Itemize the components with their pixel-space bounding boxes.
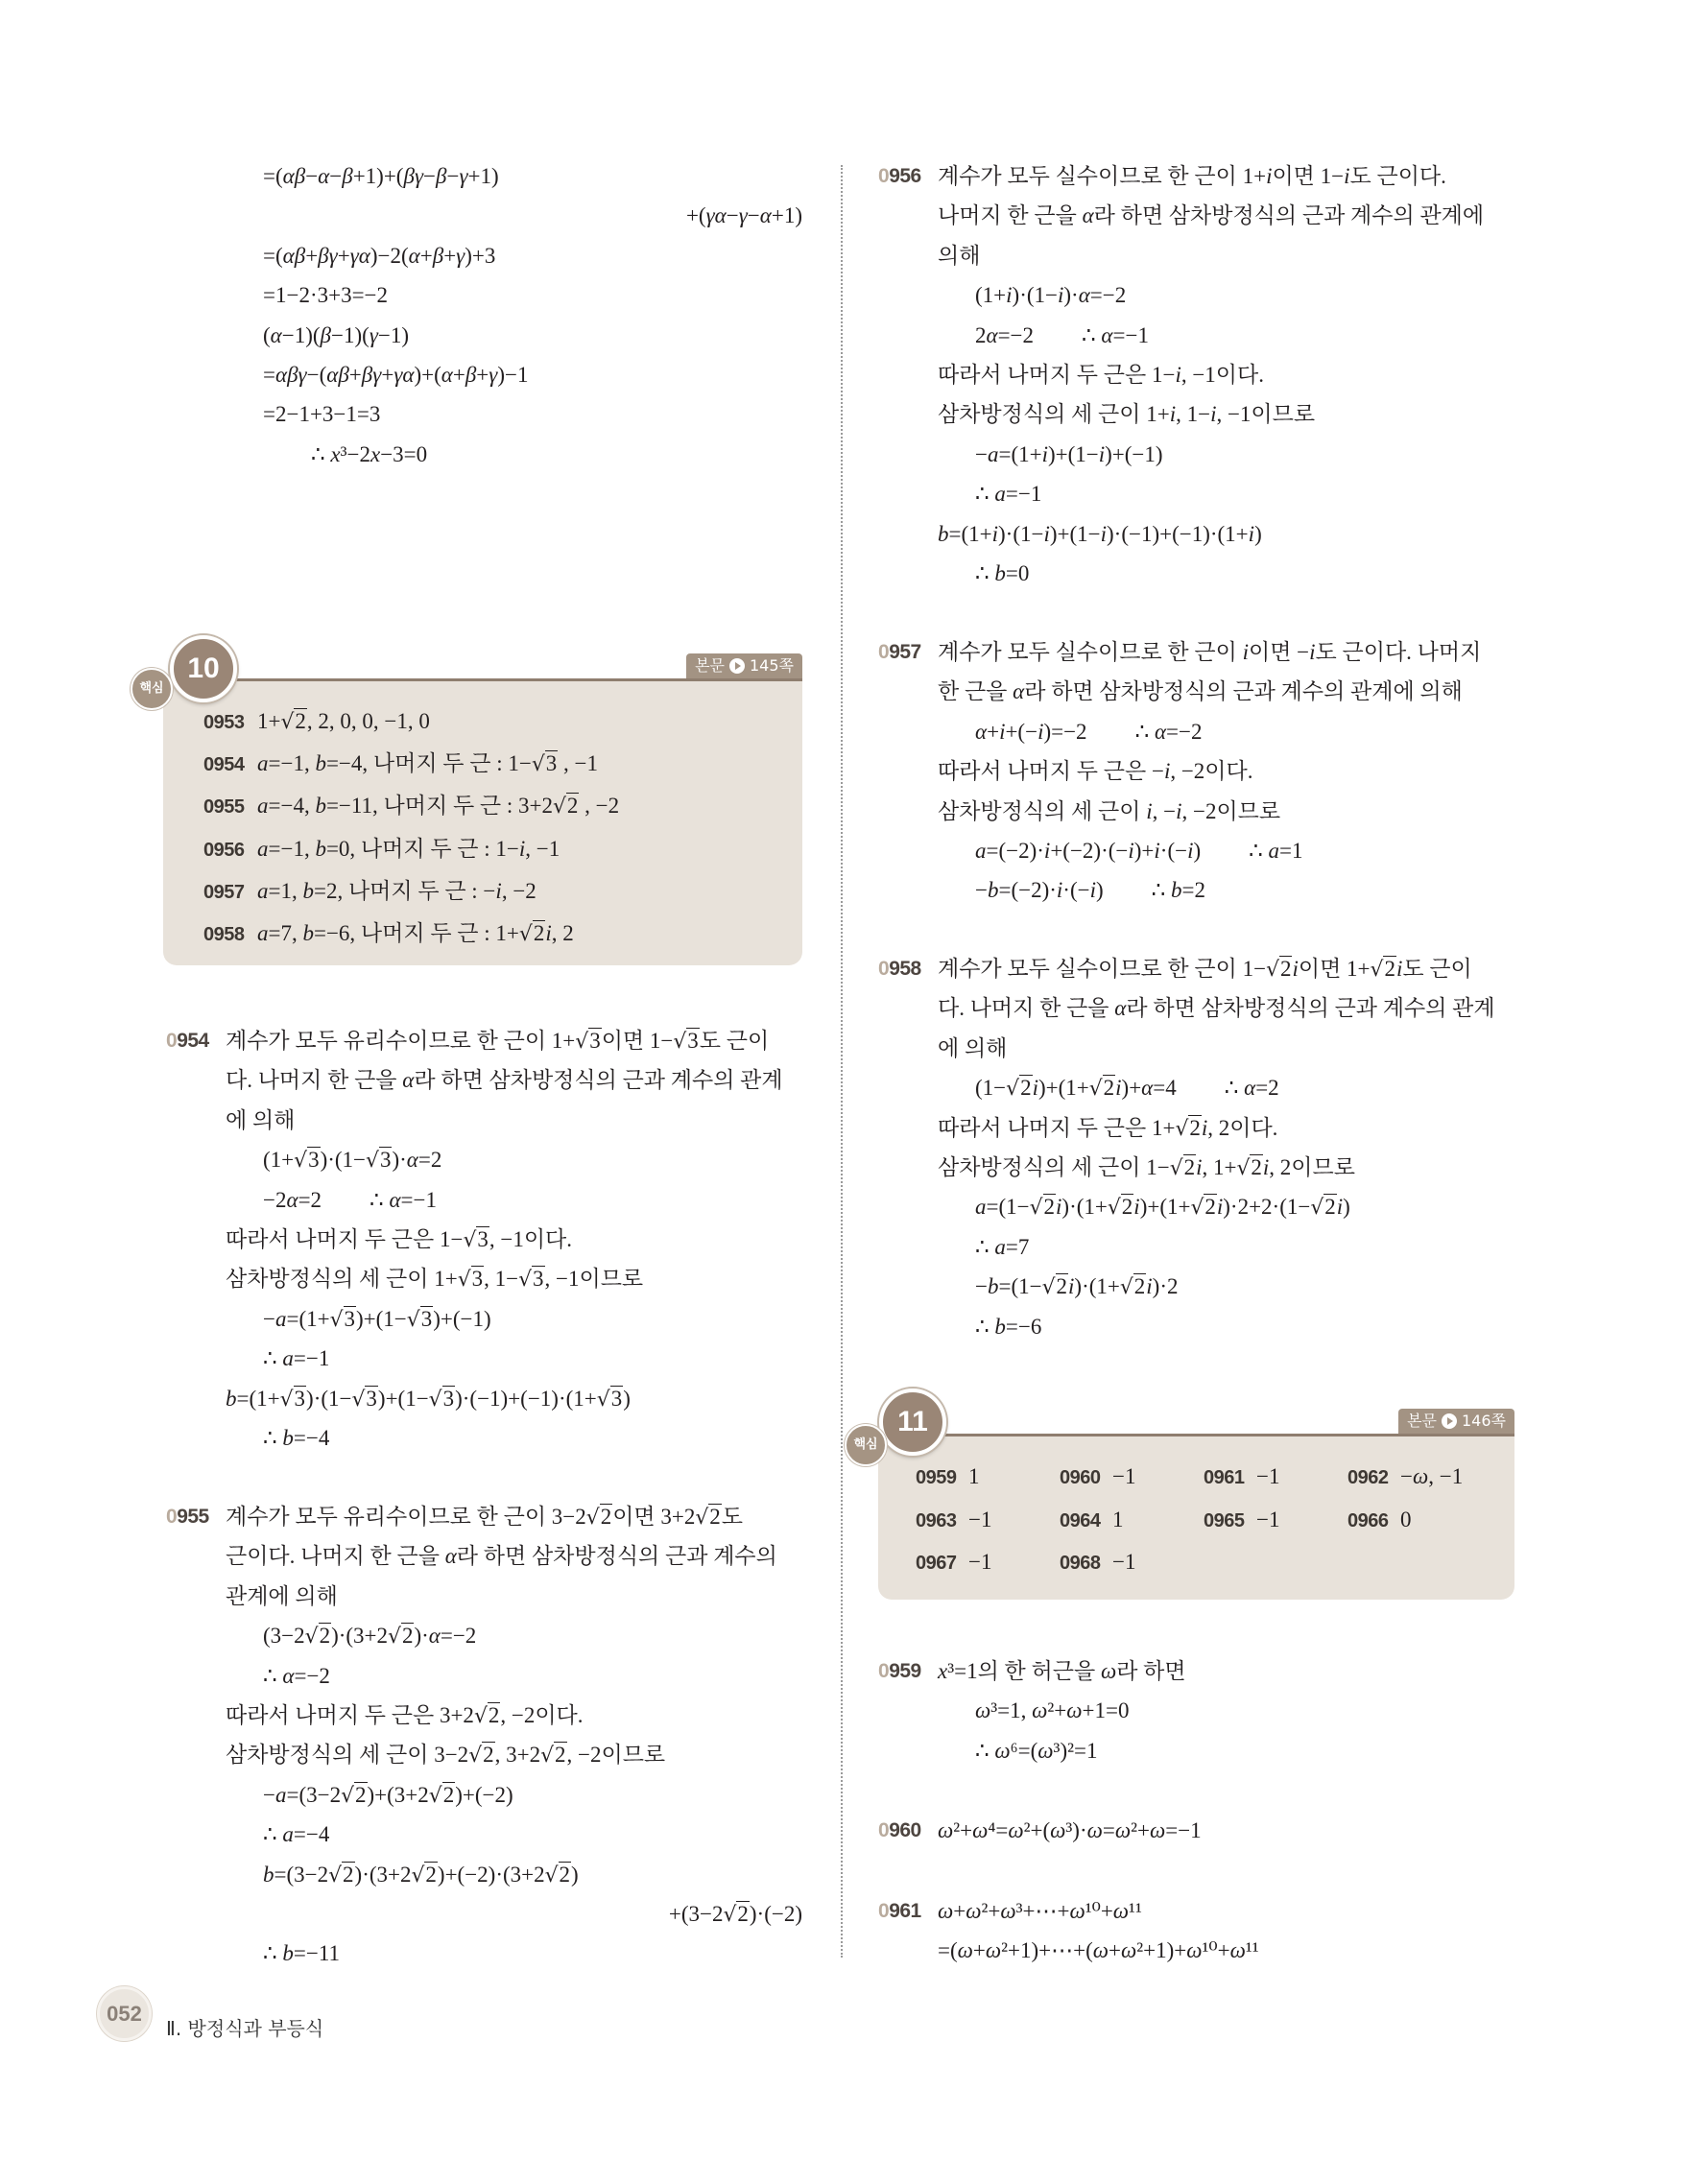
answer-row <box>203 700 619 743</box>
solution-line: ∴ b=−4 <box>263 1425 330 1450</box>
solution-line: 에 의해 <box>226 1107 296 1132</box>
section-badge: 11 <box>879 1389 946 1456</box>
chapter-title: Ⅱ. 방정식과 부등식 <box>166 2017 324 2040</box>
solution-line: −a=(3−2√2)+(3+2√2)+(−2) <box>263 1782 513 1808</box>
answer-cell <box>1204 1456 1347 1499</box>
answer-row <box>203 828 619 870</box>
answer-cell <box>1060 1541 1204 1584</box>
answer-row <box>203 785 619 827</box>
solution-0958 <box>878 949 1514 1346</box>
solution-line <box>938 316 1514 355</box>
answer-row <box>203 743 619 785</box>
answer: −1 <box>1256 1507 1280 1531</box>
problem-number: 0954 <box>166 1030 209 1052</box>
answer-cell <box>916 1541 1060 1584</box>
answer: −1 <box>968 1550 992 1574</box>
page-reference-tag <box>1398 1409 1514 1434</box>
solution-line: 계수가 모두 유리수이므로 한 근이 3−2√2이면 3+2√2도 <box>226 1505 744 1530</box>
solution-line: 삼차방정식의 세 근이 3−2√2, 3+2√2, −2이므로 <box>226 1743 666 1769</box>
solution-0960 <box>878 1811 1514 1850</box>
answer: 1 <box>968 1464 980 1488</box>
answer: −1 <box>968 1507 992 1531</box>
problem-number: 0956 <box>878 165 921 187</box>
problem-number: 0958 <box>878 958 921 980</box>
solution-line: +(γα−γ−α+1) <box>685 203 802 228</box>
equation: a=(−2)·i+(−2)·(−i)+i·(−i) <box>975 838 1202 863</box>
answer: −1 <box>1112 1550 1136 1574</box>
conclusion: ∴ α=−1 <box>1082 322 1149 347</box>
solution-line: −b=(1−√2i)·(1+√2i)·2 <box>975 1274 1179 1300</box>
conclusion: ∴ α=2 <box>1224 1076 1279 1101</box>
problem-number: 0960 <box>878 1819 921 1841</box>
answer: 0 <box>1400 1507 1412 1531</box>
solution-line <box>938 831 1514 870</box>
solution-line: ∴ x³−2x−3=0 <box>311 441 428 466</box>
solution-line: =1−2·3+3=−2 <box>263 283 389 308</box>
solution-line: 계수가 모두 실수이므로 한 근이 1+i이면 1−i도 근이다. <box>938 164 1446 188</box>
solution-0959 <box>878 1651 1514 1770</box>
solution-line: +(3−2√2)·(−2) <box>668 1901 802 1927</box>
problem-number: 0956 <box>203 839 245 861</box>
solution-line: −a=(1+i)+(1−i)+(−1) <box>975 441 1163 466</box>
conclusion: ∴ α=−2 <box>1134 719 1203 744</box>
solution-line: 에 의해 <box>938 1035 1008 1060</box>
reference-page: 145쪽 <box>750 656 794 675</box>
core-label: 핵심 <box>131 668 173 710</box>
problem-number: 0962 <box>1347 1467 1389 1488</box>
solution-line: ∴ a=−1 <box>263 1346 330 1371</box>
page-reference-tag <box>686 653 802 678</box>
solution-0955 <box>166 1497 802 1974</box>
answer-cell <box>1347 1499 1491 1542</box>
solution-line: 따라서 나머지 두 근은 1+√2i, 2이다. <box>938 1115 1278 1141</box>
solution-line: (3−2√2)·(3+2√2)·α=−2 <box>263 1624 477 1650</box>
solution-line: =(ω+ω²+1)+⋯+(ω+ω²+1)+ω¹⁰+ω¹¹ <box>938 1938 1259 1963</box>
answer: a=−1, b=0, 나머지 두 근 : 1−i, −1 <box>257 836 560 861</box>
reference-page: 146쪽 <box>1462 1412 1506 1430</box>
solution-line: 근이다. 나머지 한 근을 α라 하면 삼차방정식의 근과 계수의 <box>226 1544 777 1569</box>
solution-line: 따라서 나머지 두 근은 1−i, −1이다. <box>938 362 1264 387</box>
problem-number: 0955 <box>203 796 245 819</box>
solution-line: 관계에 의해 <box>226 1583 338 1608</box>
solution-line: 다. 나머지 한 근을 α라 하면 삼차방정식의 근과 계수의 관계 <box>938 996 1495 1021</box>
solution-line: a=(1−√2i)·(1+√2i)+(1+√2i)·2+2·(1−√2i) <box>975 1195 1350 1221</box>
equation: 2α=−2 <box>975 322 1035 347</box>
solution-line: 따라서 나머지 두 근은 −i, −2이다. <box>938 759 1253 784</box>
solution-line: ∴ a=−1 <box>975 482 1042 507</box>
answer: a=−4, b=−11, 나머지 두 근 : 3+2√2 , −2 <box>257 794 620 819</box>
solution-line <box>938 1068 1514 1107</box>
problem-number: 0957 <box>878 641 921 663</box>
solution-line: 의해 <box>938 243 981 268</box>
answer: a=1, b=2, 나머지 두 근 : −i, −2 <box>257 878 537 903</box>
answer-grid <box>916 1456 1491 1584</box>
solution-line: (1+√3)·(1−√3)·α=2 <box>263 1148 442 1174</box>
answer: a=−1, b=−4, 나머지 두 근 : 1−√3 , −1 <box>257 751 599 777</box>
solution-line: ∴ a=−4 <box>263 1822 330 1847</box>
problem-number: 0964 <box>1060 1509 1101 1531</box>
problem-number: 0953 <box>203 712 245 733</box>
problem-number: 0961 <box>1204 1467 1245 1488</box>
solution-line: 삼차방정식의 세 근이 1+i, 1−i, −1이므로 <box>938 402 1316 427</box>
problem-number: 0967 <box>916 1553 957 1574</box>
answer-cell <box>916 1456 1060 1499</box>
solution-line: x³=1의 한 허근을 ω라 하면 <box>938 1659 1186 1683</box>
solution-line: =αβγ−(αβ+βγ+γα)+(α+β+γ)−1 <box>263 362 529 387</box>
solution-line: ω+ω²+ω³+⋯+ω¹⁰+ω¹¹ <box>938 1899 1142 1923</box>
answer-cell <box>1347 1456 1491 1499</box>
solution-line <box>226 1180 802 1220</box>
problem-number: 0965 <box>1204 1509 1245 1531</box>
arrow-circle-icon <box>1442 1413 1457 1429</box>
solution-line: b=(1+√3)·(1−√3)+(1−√3)·(−1)+(−1)·(1+√3) <box>226 1386 631 1412</box>
solution-line: (1+i)·(1−i)·α=−2 <box>975 283 1127 308</box>
solution-line: ∴ b=−11 <box>263 1941 340 1966</box>
solution-line: =(αβ−α−β+1)+(βγ−β−γ+1) <box>263 164 499 188</box>
solution-line: ∴ b=0 <box>975 560 1030 585</box>
answer: 1+√2, 2, 0, 0, −1, 0 <box>257 709 430 734</box>
problem-number: 0968 <box>1060 1553 1101 1574</box>
problem-number: 0960 <box>1060 1467 1101 1488</box>
equation: −b=(−2)·i·(−i) <box>975 878 1104 903</box>
arrow-circle-icon <box>729 658 745 674</box>
solution-line: =(αβ+βγ+γα)−2(α+β+γ)+3 <box>263 243 496 268</box>
solution-line: =2−1+3−1=3 <box>263 402 381 427</box>
solution-line: 삼차방정식의 세 근이 1+√3, 1−√3, −1이므로 <box>226 1267 644 1293</box>
solution-line <box>938 712 1514 751</box>
solution-line: ω²+ω⁴=ω²+(ω³)·ω=ω²+ω=−1 <box>938 1818 1202 1842</box>
page-number: 052 <box>97 1986 152 2041</box>
solution-line: 따라서 나머지 두 근은 1−√3, −1이다. <box>226 1226 573 1252</box>
solution-line: ∴ b=−6 <box>975 1314 1042 1339</box>
answer: −1 <box>1112 1464 1136 1488</box>
solution-0961 <box>878 1891 1514 1971</box>
solution-line: ∴ ω⁶=(ω³)²=1 <box>975 1738 1098 1763</box>
solution-line: −a=(1+√3)+(1−√3)+(−1) <box>263 1306 491 1332</box>
problem-number: 0959 <box>878 1660 921 1682</box>
conclusion: ∴ a=1 <box>1249 838 1303 863</box>
solution-line: 나머지 한 근을 α라 하면 삼차방정식의 근과 계수의 관계에 <box>938 203 1485 228</box>
answer: a=7, b=−6, 나머지 두 근 : 1+√2i, 2 <box>257 920 574 946</box>
answer: −1 <box>1256 1464 1280 1488</box>
answer-row <box>203 870 619 913</box>
equation: (1−√2i)+(1+√2i)+α=4 <box>975 1076 1177 1102</box>
answer-cell <box>1060 1499 1204 1542</box>
solution-line: b=(1+i)·(1−i)+(1−i)·(−1)+(−1)·(1+i) <box>938 521 1262 546</box>
reference-word: 본문 <box>1407 1412 1437 1430</box>
solution-line: ω³=1, ω²+ω+1=0 <box>975 1698 1130 1723</box>
column-divider <box>841 165 843 1958</box>
problem-number: 0963 <box>916 1509 957 1531</box>
solution-line: 계수가 모두 유리수이므로 한 근이 1+√3이면 1−√3도 근이 <box>226 1029 770 1054</box>
problem-number: 0957 <box>203 881 245 903</box>
conclusion: ∴ b=2 <box>1151 878 1206 903</box>
solution-line: 계수가 모두 실수이므로 한 근이 1−√2i이면 1+√2i도 근이 <box>938 957 1472 982</box>
solution-line: 한 근을 α라 하면 삼차방정식의 근과 계수의 관계에 의해 <box>938 679 1463 704</box>
answer-list <box>203 700 619 955</box>
equation: −2α=2 <box>263 1187 322 1212</box>
problem-number: 0958 <box>203 923 245 945</box>
reference-word: 본문 <box>695 656 725 675</box>
answer: −ω, −1 <box>1400 1464 1464 1488</box>
answer-row <box>203 913 619 955</box>
solution-line: ∴ a=7 <box>975 1234 1030 1259</box>
solution-line: 계수가 모두 실수이므로 한 근이 i이면 −i도 근이다. 나머지 <box>938 640 1482 664</box>
solution-0954 <box>166 1021 802 1458</box>
solution-line: 삼차방정식의 세 근이 i, −i, −2이므로 <box>938 798 1281 823</box>
solution-line: ∴ α=−2 <box>263 1663 330 1688</box>
problem-number: 0966 <box>1347 1509 1389 1531</box>
answer-cell <box>1204 1499 1347 1542</box>
solution-0956 <box>878 156 1514 593</box>
section-badge: 10 <box>170 635 237 702</box>
answer-cell <box>916 1499 1060 1542</box>
solution-0957 <box>878 632 1514 911</box>
solution-continuation <box>226 156 802 474</box>
problem-number: 0955 <box>166 1506 209 1528</box>
solution-line: 따라서 나머지 두 근은 3+2√2, −2이다. <box>226 1702 584 1728</box>
problem-number: 0954 <box>203 754 245 776</box>
conclusion: ∴ α=−1 <box>370 1187 437 1212</box>
problem-number: 0961 <box>878 1900 921 1922</box>
solution-line: (α−1)(β−1)(γ−1) <box>263 322 410 347</box>
solution-line: 다. 나머지 한 근을 α라 하면 삼차방정식의 근과 계수의 관계 <box>226 1068 783 1093</box>
answer-cell <box>1060 1456 1204 1499</box>
solution-line: b=(3−2√2)·(3+2√2)+(−2)·(3+2√2) <box>263 1862 579 1887</box>
equation: α+i+(−i)=−2 <box>975 719 1087 744</box>
answer: 1 <box>1112 1507 1124 1531</box>
solution-line <box>938 870 1514 910</box>
core-label: 핵심 <box>845 1424 887 1466</box>
solution-line: 삼차방정식의 세 근이 1−√2i, 1+√2i, 2이므로 <box>938 1154 1355 1180</box>
problem-number: 0959 <box>916 1467 957 1488</box>
